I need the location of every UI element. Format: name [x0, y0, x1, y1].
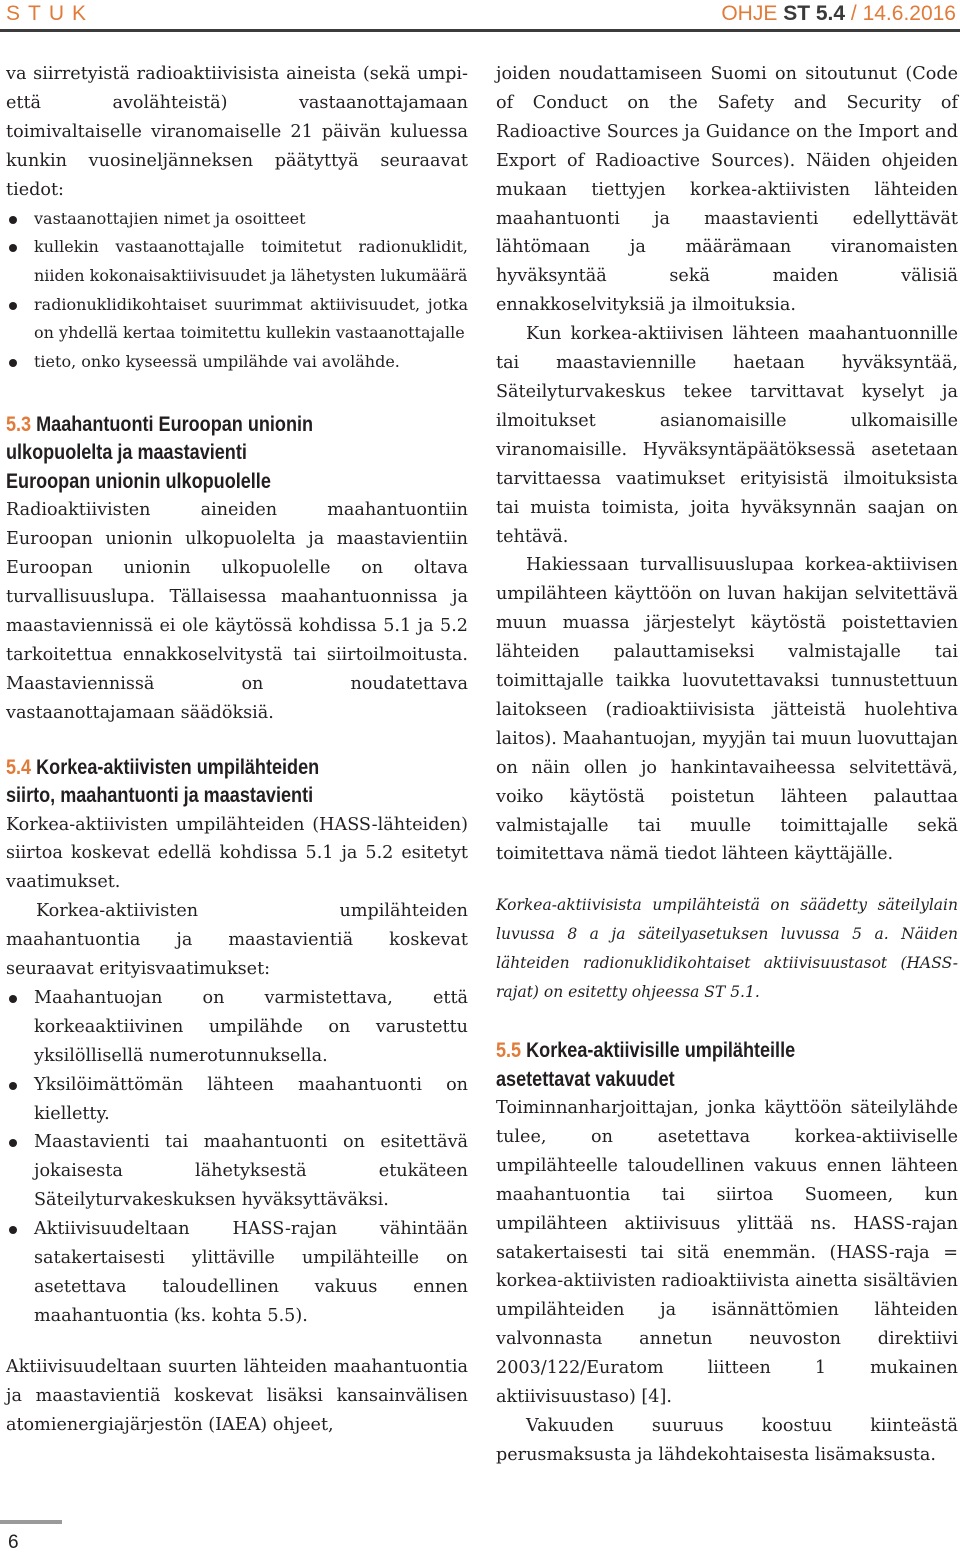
section-number: 5.4 — [6, 755, 32, 779]
heading-text: Maahantuonti Euroopan unionin — [31, 412, 314, 436]
page-header — [0, 0, 960, 34]
section-5-5-paragraph-2: Vakuuden suuruus koostuu kiinteästä perusmaksusta ja lähdekohtaisesta lisämaksusta. — [496, 1415, 958, 1465]
heading-text: asetettavat vakuudet — [496, 1067, 675, 1091]
heading-text: siirto, maahantuonti ja maastavienti — [6, 784, 314, 807]
left-column — [6, 60, 468, 1440]
section-5-3-heading — [6, 411, 403, 497]
heading-text: Euroopan unionin ulkopuolelle — [6, 469, 271, 493]
guide-code: ST 5.4 — [783, 2, 846, 25]
section-5-4-heading — [6, 754, 403, 811]
section-5-4-paragraph-3: Aktiivisuudeltaan suurten lähteiden maahantuontia ja maastavientiä koskevat lisäksi kansainvälisen atomienergiajärjestön (IAEA) ohjeet, — [6, 1356, 468, 1435]
list-item: Yksilöimättömän lähteen maahantuonti on kielletty. — [6, 1071, 468, 1129]
right-column — [496, 60, 958, 1470]
legal-note: Korkea-aktiivisista umpilähteistä on säädetty säteilylain luvussa 8 a ja säteilyasetuksen luvussa 5 a. Näiden lähteiden radionuklidikohtaiset aktiivisuustasot (HASS-rajat) on esitetty ohjeessa ST 5.1. — [496, 896, 958, 1002]
heading-text: Korkea-aktiivisten umpilähteiden — [31, 755, 320, 779]
iaea-paragraph: joiden noudattamiseen Suomi on sitoutunut (Code of Conduct on the Safety and Security of Radioactive Sources ja Guidance on the Import and Export of Radioactive Sources). Näiden ohjeiden mukaan tiettyjen korkea-aktiivisten lähteiden maahantuonti ja maastavienti edellyttävät lähtömaan ja määrämaan viranomaisten hyväksyntää sekä maiden välisiä ennakkoselvityksiä ja ilmoituksia. — [496, 64, 958, 316]
list-item: Aktiivisuudeltaan HASS-rajan vähintään satakertaisesti ylittäville umpilähteille on asetettava taloudellinen vakuus ennen maahantuontia (ks. kohta 5.5). — [6, 1215, 468, 1331]
heading-text: Korkea-aktiivisille umpilähteille — [521, 1039, 796, 1062]
page-number: 6 — [8, 1532, 19, 1553]
list-item: Maahantuojan on varmistettava, että korkeaaktiivinen umpilähde on varustettu yksilöllisellä numerotunnuksella. — [6, 984, 468, 1071]
guide-prefix: OHJE — [721, 2, 784, 25]
section-5-3-paragraph: Radioaktiivisten aineiden maahantuontiin Euroopan unionin ulkopuolelta ja maastavientiin Euroopan unionin ulkopuolelle on oltava turvallisuuslupa. Tällaisessa maahantuonnissa ja maastaviennissä ei ole käytössä kohdissa 5.1 ja 5.2 tarkoitettua ennakkoselvitystä tai siirtoilmoitusta. Maastaviennissä on noudatettava vastaanottajamaan säädöksiä. — [6, 500, 468, 723]
section-5-4-paragraph-2: Korkea-aktiivisten umpilähteiden maahantuontia ja maastavientiä koskevat seuraavat erityisvaatimukset: — [6, 901, 468, 980]
heading-text: ulkopuolelta ja maastavienti — [6, 441, 247, 465]
guide-date: / 14.6.2016 — [845, 2, 956, 25]
section-5-5-heading — [496, 1037, 893, 1094]
reporting-items-list — [6, 205, 468, 377]
header-rule — [0, 29, 960, 32]
list-item: kullekin vastaanottajalle toimitetut radionuklidit, niiden kokonaisaktiivisuudet ja lähetysten lukumäärä — [6, 233, 468, 290]
section-5-4-paragraph-1: Korkea-aktiivisten umpilähteiden (HASS-lähteiden) siirtoa koskevat edellä kohdissa 5.1 ja 5.2 esitetyt vaatimukset. — [6, 814, 468, 893]
list-item: tieto, onko kyseessä umpilähde vai avolähde. — [6, 348, 468, 377]
guide-reference — [721, 2, 956, 26]
section-number: 5.5 — [496, 1039, 522, 1062]
footer-rule — [0, 1520, 62, 1524]
list-item: Maastavienti tai maahantuonti on esitettävä jokaisesta lähetyksestä etukäteen Säteilyturvakeskuksen hyväksyttäväksi. — [6, 1128, 468, 1215]
special-requirements-list — [6, 984, 468, 1331]
section-5-5-paragraph-1: Toiminnanharjoittajan, jonka käyttöön säteilylähde tulee, on asetettava korkea-aktiiviselle umpilähteelle taloudellinen vakuus ennen lähteen maahantuontia tai siirtoa Suomeen, kun umpilähteen aktiivisuus ylittää ns. HASS-rajan satakertaisesti tai sitä enemmän. (HASS-raja = korkea-aktiivisten radioaktiivista ainetta sisältävien umpilähteiden ja isännättömien lähteiden valvonnasta annetun neuvoston direktiivi 2003/122/Euratom liitteen 1 mukainen aktiivisuustaso) [4]. — [496, 1098, 958, 1408]
brand-label: STUK — [6, 2, 95, 25]
licence-paragraph: Hakiessaan turvallisuuslupaa korkea-aktiivisen umpilähteen käyttöön on luvan hakijan selvitettävä muun muassa järjestelyt käytöstä poistettavien lähteiden palauttamiseksi valmistajalle tai toimittajalle taikka luovutettavaksi tunnustettuun laitokseen (radioaktiivisista jätteistä huolehtiva laitos). Maahantuojan, myyjän tai muun luovuttajan on näin ollen jo hankintavaiheessa selvitettävä, voiko käytöstä poistetun lähteen palauttaa valmistajalle tai muulle toimittajalle sekä toimitettava nämä tiedot lähteen käyttäjälle. — [496, 555, 958, 865]
approval-paragraph: Kun korkea-aktiivisen lähteen maahantuonnille tai maastaviennille haetaan hyväksyntää, Säteilyturvakeskus tekee tarvittavat kyselyt ja ilmoitukset asianomaisille ulkomaisille viranomaisille. Hyväksyntäpäätöksessä asetetaan tarvittaessa vaatimukset erityisistä ilmoituksista tai muista toimista, joita hyväksynnän saajan on tehtävä. — [496, 324, 958, 547]
section-number: 5.3 — [6, 412, 32, 436]
list-item: radionuklidikohtaiset suurimmat aktiivisuudet, jotka on yhdellä kertaa toimitettu kullekin vastaanottajalle — [6, 291, 468, 348]
intro-paragraph: va siirretyistä radioaktiivisista aineista (sekä umpi- että avolähteistä) vastaanottajamaan toimivaltaiselle viranomaiselle 21 päivän kuluessa kunkin vuosineljänneksen päätyttyä seuraavat tiedot: — [6, 64, 468, 200]
list-item: vastaanottajien nimet ja osoitteet — [6, 205, 468, 234]
